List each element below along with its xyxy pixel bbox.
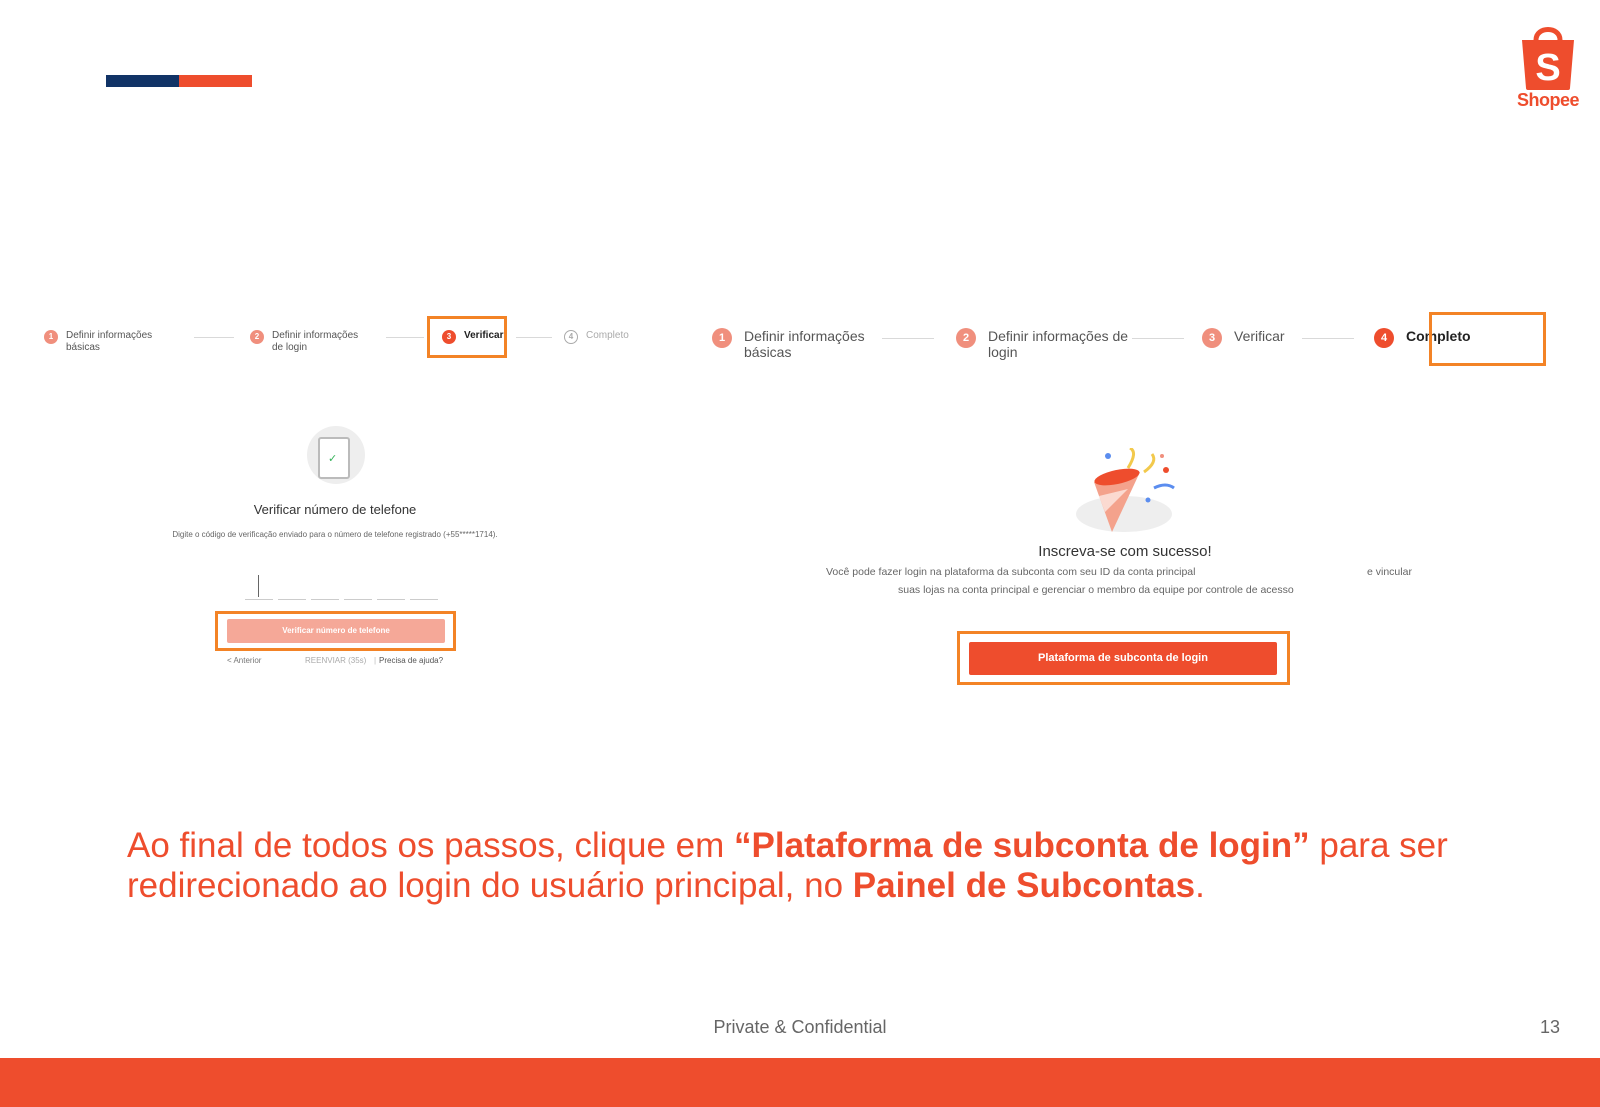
logo-wordmark: Shopee [1516, 90, 1579, 110]
step-2 [250, 330, 372, 354]
code-digit-input[interactable] [410, 573, 438, 600]
step-label: Definir informações básicas [744, 328, 865, 360]
stepper-right [712, 328, 1471, 360]
step-number: 3 [1202, 328, 1222, 348]
step-number: 1 [44, 330, 58, 344]
step-4 [564, 330, 629, 344]
stepper-left [44, 330, 629, 354]
success-description-line1-end: e vincular [1367, 566, 1412, 578]
step-connector [386, 337, 424, 338]
step-label: Completo [1406, 328, 1471, 344]
shopee-logo [1508, 22, 1588, 112]
code-digit-input[interactable] [311, 573, 339, 600]
success-description-line2: suas lojas na conta principal e gerenciar o membro da equipe por controle de acesso [898, 584, 1294, 596]
step-number: 4 [1374, 328, 1394, 348]
step-label: Definir informações de login [272, 330, 359, 353]
subaccount-login-button[interactable]: Plataforma de subconta de login [969, 642, 1277, 675]
step-connector [1132, 338, 1184, 339]
footer-bar [0, 1058, 1600, 1107]
highlight-step-completo [1429, 312, 1546, 366]
header-accent-navy [106, 75, 179, 87]
verify-phone-title: Verificar número de telefone [253, 502, 417, 517]
caption-highlight-panel: Painel de Subcontas [852, 866, 1196, 905]
step-number: 4 [564, 330, 578, 344]
check-icon: ✓ [328, 453, 338, 465]
step-label: Definir informações básicas [66, 330, 153, 353]
step-1 [712, 328, 872, 360]
step-label: Verificar [464, 330, 504, 341]
code-digit-input[interactable] [377, 573, 405, 600]
step-number: 1 [712, 328, 732, 348]
step-label: Verificar [1234, 328, 1285, 344]
caption-text: para ser redirecionado ao login do usuário principal, no [127, 826, 1448, 905]
party-popper-icon [1068, 448, 1180, 540]
step-number: 2 [250, 330, 264, 344]
caption-text: Ao final de todos os passos, clique em [127, 826, 735, 865]
verify-phone-description: Digite o código de verificação enviado para o número de telefone registrado (+55*****1714). [172, 530, 498, 539]
step-3 [1202, 328, 1302, 348]
logo-letter: S [1535, 47, 1561, 89]
highlight-verify-button [215, 611, 456, 651]
help-link[interactable]: Precisa de ajuda? [379, 656, 444, 665]
slide-caption [127, 826, 1547, 906]
confidential-label: Private & Confidential [713, 1017, 887, 1037]
resend-link[interactable]: REENVIAR (35s) [305, 656, 367, 665]
verification-code-input[interactable] [245, 573, 443, 600]
code-digit-input[interactable] [278, 573, 306, 600]
step-2 [956, 328, 1132, 360]
step-number: 2 [956, 328, 976, 348]
step-label: Completo [586, 330, 629, 341]
success-title: Inscreva-se com sucesso! [1038, 543, 1212, 560]
caption-highlight-button: “Plataforma de subconta de login” [734, 826, 1310, 865]
step-connector [882, 338, 934, 339]
step-connector [194, 337, 234, 338]
step-connector [516, 337, 552, 338]
previous-link[interactable]: < Anterior [227, 656, 262, 665]
shopping-bag-icon [1516, 22, 1580, 92]
page-number: 13 [1540, 1017, 1561, 1037]
step-1 [44, 330, 164, 354]
caption-text: . [1195, 866, 1205, 905]
highlight-login-button [957, 631, 1290, 685]
header-accent-orange [179, 75, 252, 87]
code-digit-input[interactable] [245, 573, 273, 600]
highlight-step-verificar [427, 316, 507, 358]
success-description-line1: Você pode fazer login na plataforma da subconta com seu ID da conta principal [826, 566, 1196, 578]
verify-phone-button[interactable]: Verificar número de telefone [227, 619, 445, 643]
step-number: 3 [442, 330, 456, 344]
code-digit-input[interactable] [344, 573, 372, 600]
link-separator: | [374, 656, 377, 665]
step-label: Definir informações de login [988, 328, 1129, 360]
step-connector [1302, 338, 1354, 339]
